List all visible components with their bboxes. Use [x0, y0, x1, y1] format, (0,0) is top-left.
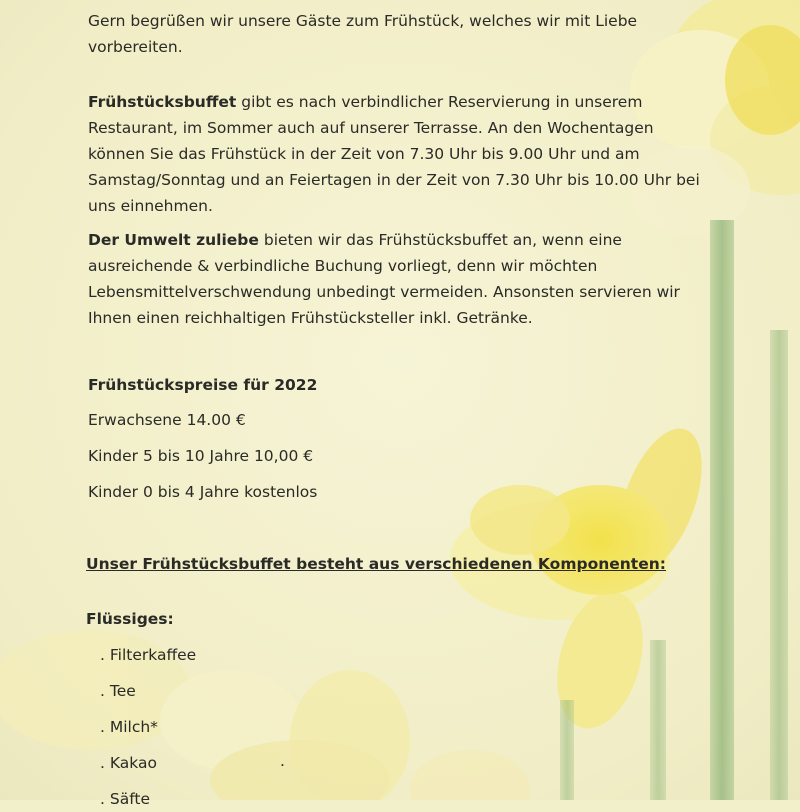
umwelt-label: Der Umwelt zuliebe [88, 231, 259, 249]
buffet-text-1: gibt es nach verbindlicher Reservierung in unserem [236, 93, 643, 111]
intro-line-2: vorbereiten. [88, 38, 183, 56]
umwelt-line-2: ausreichende & verbindliche Buchung vorliegt, denn wir möchten [88, 257, 598, 275]
buffet-line-1 [88, 89, 642, 115]
buffet-label: Frühstücksbuffet [88, 93, 237, 111]
price-kids-5-10: Kinder 5 bis 10 Jahre 10,00 € [88, 447, 314, 465]
buffet-line-3: können Sie das Frühstück in der Zeit von 7.30 Uhr bis 9.00 Uhr und am [88, 145, 640, 163]
umwelt-text-1: bieten wir das Frühstücksbuffet an, wenn eine [258, 231, 622, 249]
prices-title [88, 372, 317, 398]
buffet-line-2: Restaurant, im Sommer auch auf unserer Terrasse. An den Wochentagen [88, 119, 654, 137]
umwelt-line-4: Ihnen einen reichhaltigen Frühstücksteller inkl. Getränke. [88, 309, 533, 327]
price-adults: Erwachsene 14.00 € [88, 411, 246, 429]
liquids-title-text: Flüssiges: [86, 610, 174, 628]
buffet-line-5: uns einnehmen. [88, 197, 213, 215]
stray-dot: . [280, 752, 285, 770]
buffet-line-4: Samstag/Sonntag und an Feiertagen in der Zeit von 7.30 Uhr bis 10.00 Uhr bei [88, 171, 700, 189]
components-title-text: Unser Frühstücksbuffet besteht aus verschiedenen Komponenten: [86, 555, 666, 573]
intro-line-1: Gern begrüßen wir unsere Gäste zum Frühstück, welches wir mit Liebe [88, 12, 638, 30]
components-title [86, 551, 666, 577]
prices-title-text: Frühstückspreise für 2022 [88, 376, 318, 394]
list-item: . Säfte [100, 790, 150, 808]
umwelt-line-1 [88, 227, 622, 253]
price-kids-0-4: Kinder 0 bis 4 Jahre kostenlos [88, 483, 318, 501]
list-item: . Kakao [100, 754, 157, 772]
list-item: . Tee [100, 682, 136, 700]
list-item: . Milch* [100, 718, 158, 736]
liquids-title [86, 606, 174, 632]
umwelt-line-3: Lebensmittelverschwendung unbedingt vermeiden. Ansonsten servieren wir [88, 283, 680, 301]
list-item: . Filterkaffee [100, 646, 197, 664]
